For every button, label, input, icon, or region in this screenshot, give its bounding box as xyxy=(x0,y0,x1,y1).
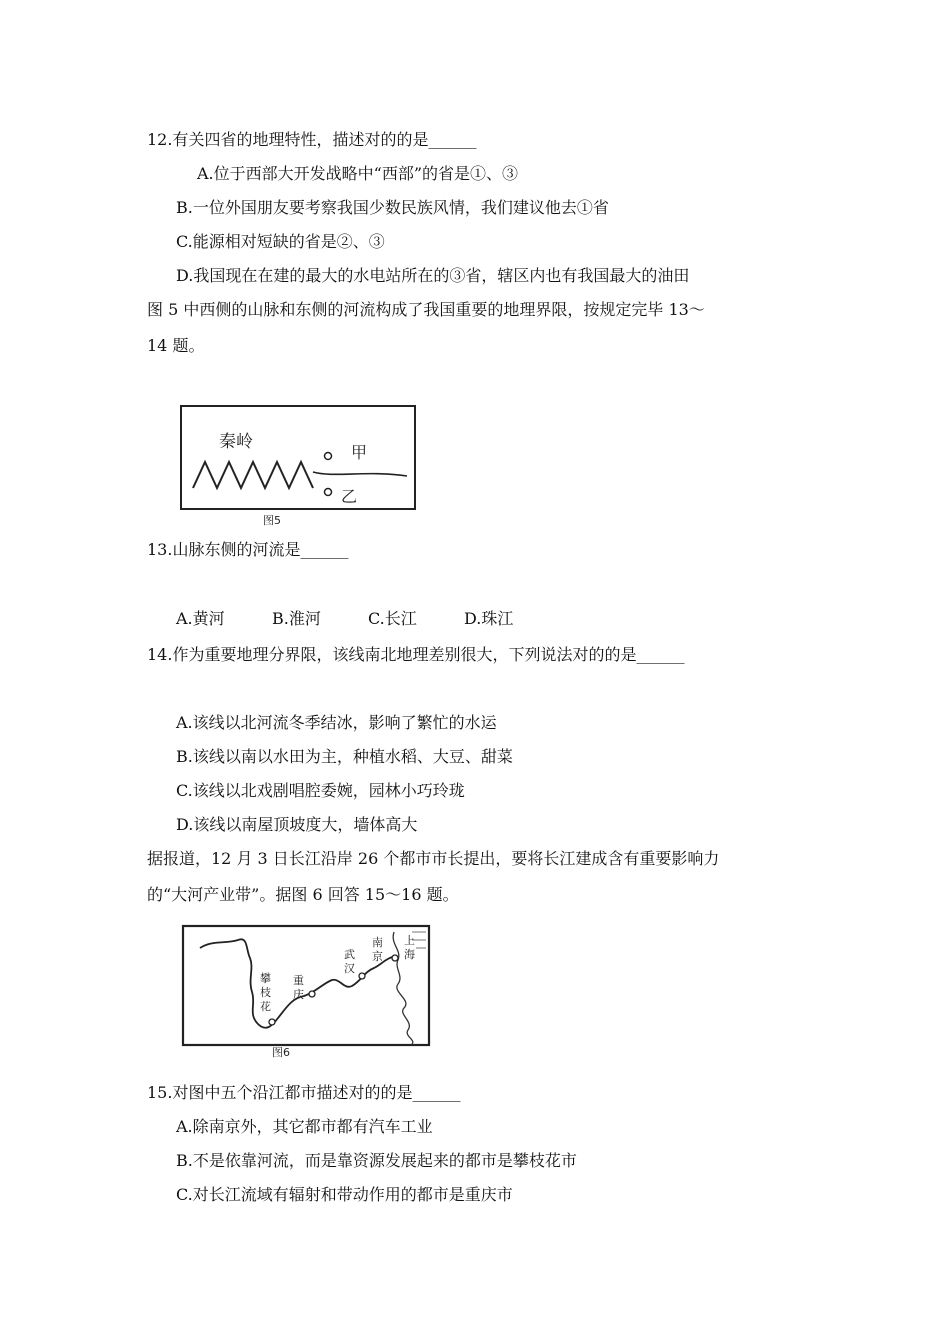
q14-option-c: C.该线以北戏剧唱腔委婉，园林小巧玲珑 xyxy=(176,781,465,800)
intro-15-16-line2: 的“大河产业带”。据图 6 回答 15～16 题。 xyxy=(147,885,459,904)
q15-option-c: C.对长江流域有辐射和带动作用的都市是重庆市 xyxy=(176,1185,513,1204)
q15-stem: 15.对图中五个沿江都市描述对的的是______ xyxy=(147,1083,461,1102)
q12-option-d: D.我国现在在建的最大的水电站所在的③省，辖区内也有我国最大的油田 xyxy=(176,266,690,285)
label-chongqing-1: 重 xyxy=(293,974,304,987)
q14-option-b: B.该线以南以水田为主，种植水稻、大豆、甜菜 xyxy=(176,747,513,766)
label-nanjing-2: 京 xyxy=(372,950,383,963)
q13-option-b: B.淮河 xyxy=(272,609,321,628)
label-shanghai-2: 海 xyxy=(404,948,415,961)
q13-option-d: D.珠江 xyxy=(464,609,514,628)
label-yi: 乙 xyxy=(341,487,358,506)
label-wuhan-1: 武 xyxy=(344,948,355,961)
q12-option-c: C.能源相对短缺的省是②、③ xyxy=(176,232,385,251)
label-shanghai-1: 上 xyxy=(404,934,415,947)
q14-option-d: D.该线以南屋顶坡度大，墙体高大 xyxy=(176,815,418,834)
city-panzhihua-dot xyxy=(269,1019,275,1025)
city-wuhan-dot xyxy=(359,973,365,979)
label-panzhihua-2: 枝 xyxy=(260,986,271,999)
q14-option-a: A.该线以北河流冬季结冰，影响了繁忙的水运 xyxy=(176,713,497,732)
city-chongqing-dot xyxy=(309,991,315,997)
q13-option-c: C.长江 xyxy=(368,609,417,628)
q14-stem: 14.作为重要地理分界限，该线南北地理差别很大，下列说法对的的是______ xyxy=(147,645,685,664)
q13-options xyxy=(176,609,513,629)
label-panzhihua-1: 攀 xyxy=(260,972,271,985)
figure-6 xyxy=(176,922,436,1060)
point-jia xyxy=(325,453,332,460)
q12-option-b: B.一位外国朋友要考察我国少数民族风情，我们建议他去①省 xyxy=(176,198,609,217)
intro-13-14-line2: 14 题。 xyxy=(147,336,205,355)
city-nanjing-dot xyxy=(392,955,398,961)
q15-option-b: B.不是依靠河流，而是靠资源发展起来的都市是攀枝花市 xyxy=(176,1151,577,1170)
q13-stem: 13.山脉东侧的河流是______ xyxy=(147,540,349,559)
label-wuhan-2: 汉 xyxy=(344,962,355,975)
river-line xyxy=(313,472,407,476)
label-panzhihua-3: 花 xyxy=(260,1000,271,1013)
label-jia: 甲 xyxy=(351,443,368,462)
label-chongqing-2: 庆 xyxy=(293,988,304,1001)
figure-5 xyxy=(175,400,425,528)
figure-6-caption: 图6 xyxy=(272,1046,290,1059)
point-yi xyxy=(325,489,332,496)
label-qinling: 秦岭 xyxy=(219,432,253,452)
q13-option-a: A.黄河 xyxy=(176,609,225,628)
q12-option-a: A.位于西部大开发战略中“西部”的省是①、③ xyxy=(197,164,519,183)
intro-13-14-line1: 图 5 中西侧的山脉和东侧的河流构成了我国重要的地理界限，按规定完毕 13～ xyxy=(147,300,705,319)
intro-15-16-line1: 据报道，12 月 3 日长江沿岸 26 个都市市长提出，要将长江建成含有重要影响力 xyxy=(147,849,720,868)
label-nanjing-1: 南 xyxy=(372,936,383,949)
q12-stem: 12.有关四省的地理特性，描述对的的是______ xyxy=(147,130,477,149)
figure-5-caption: 图5 xyxy=(263,514,281,527)
mountain-range-zigzag xyxy=(193,462,313,488)
q15-option-a: A.除南京外，其它都市都有汽车工业 xyxy=(176,1117,433,1136)
